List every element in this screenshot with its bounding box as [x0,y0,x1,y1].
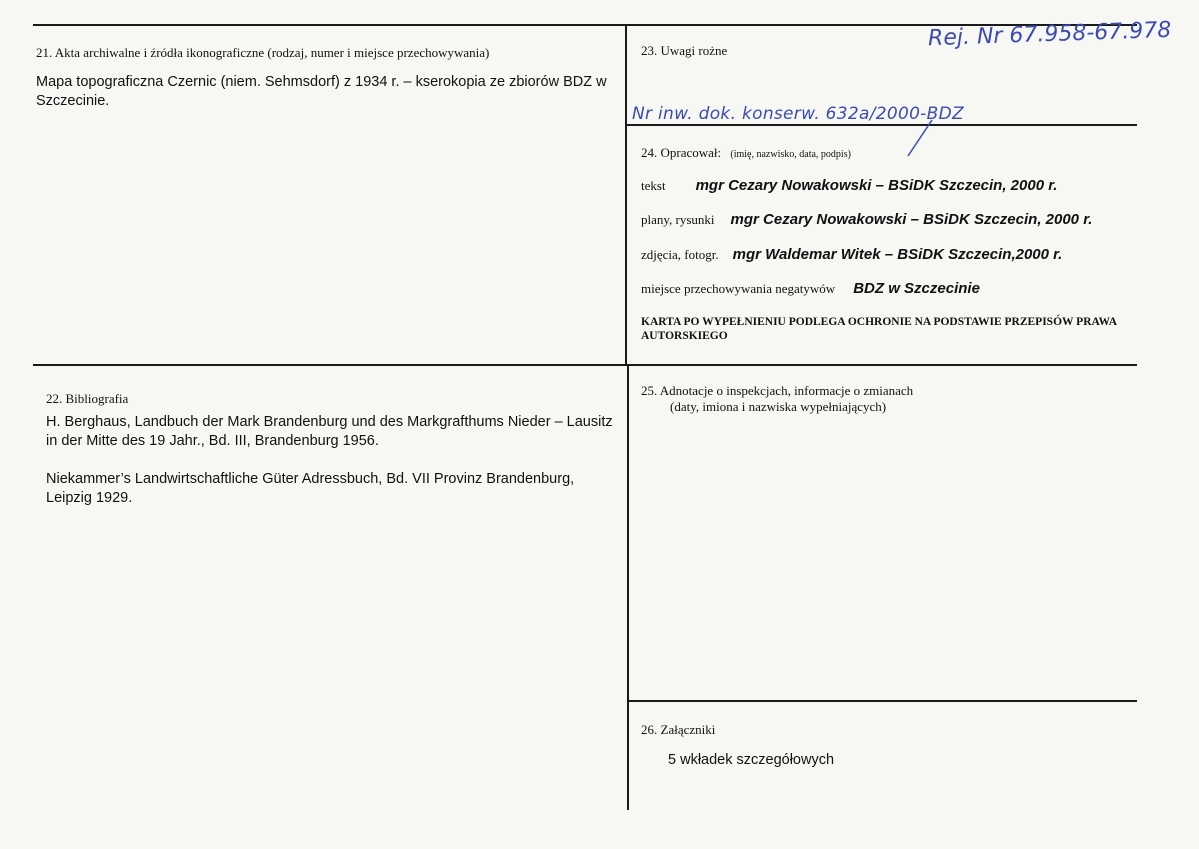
section-24-title: 24. Opracował: [641,145,722,160]
handwritten-registry-number: Rej. Nr 67.958-67.978 [927,17,1172,52]
center-divider [625,24,627,364]
row-label: plany, rysunki [641,212,715,227]
attachments-text: 5 wkładek szczegółowych [668,752,835,768]
author-row-plans [641,211,1092,229]
section-23-label: 23. Uwagi rożne [641,43,728,58]
divider-23-24 [627,124,1137,126]
handwritten-slash-mark [900,118,940,162]
middle-divider [33,364,1137,366]
section-26-label: 26. Załączniki [641,722,716,737]
bibliography-entry-1: H. Berghaus, Landbuch der Mark Brandenburg und des Markgrafthums Nieder – Lausitz in der Mitte des 19 Jahr., Bd. III, Brandenburg 1956. [46,414,613,449]
section-24-label [641,145,851,163]
author-row-negatives [641,280,980,298]
copyright-notice: KARTA PO WYPEŁNIENIU PODLEGA OCHRONIE NA PODSTAWIE PRZEPISÓW PRAWA AUTORSKIEGO [641,316,1117,342]
handwritten-inventory-number: Nr inw. dok. konserw. 632a/2000-BDZ [632,104,964,124]
row-value: mgr Cezary Nowakowski – BSiDK Szczecin, 2000 r. [730,211,1093,228]
row-value: BDZ w Szczecinie [853,280,980,297]
section-21-text: Mapa topograficzna Czernic (niem. Sehmsdorf) z 1934 r. – kserokopia ze zbiorów BDZ w Szczecinie. [36,74,607,109]
author-row-photos [641,246,1062,264]
section-21-label: 21. Akta archiwalne i źródła ikonograficzne (rodzaj, numer i miejsce przechowywania) [36,45,490,60]
center-divider-lower [627,364,629,810]
row-value: mgr Cezary Nowakowski – BSiDK Szczecin, 2000 r. [695,177,1058,194]
divider-25-26 [627,700,1137,702]
row-label: zdjęcia, fotogr. [641,247,719,262]
section-25-label-line2: (daty, imiona i nazwiska wypełniających) [670,399,887,414]
section-22-label: 22. Bibliografia [46,391,129,406]
section-25-label-line1: 25. Adnotacje o inspekcjach, informacje o zmianach [641,383,914,398]
section-24-sublabel: (imię, nazwisko, data, podpis) [730,149,851,160]
bibliography-entry-2: Niekammer’s Landwirtschaftliche Güter Adressbuch, Bd. VII Provinz Brandenburg, Leipzig 1929. [46,471,575,506]
author-row-text [641,177,1057,195]
row-value: mgr Waldemar Witek – BSiDK Szczecin,2000 r. [732,246,1063,263]
row-label: tekst [641,178,666,193]
row-label: miejsce przechowywania negatywów [641,281,836,296]
